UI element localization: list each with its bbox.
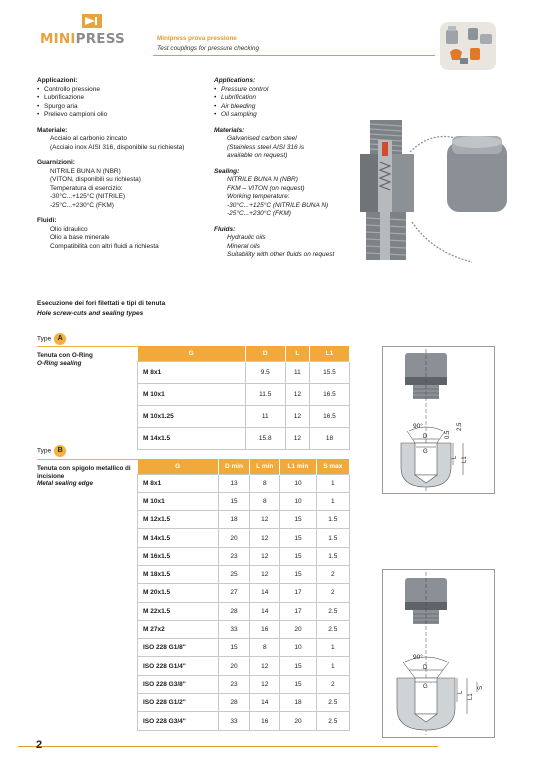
list-item: Hydraulic oils: [227, 234, 266, 241]
value-cell: 8: [250, 639, 280, 657]
thread-size-cell: M 10x1.25: [138, 405, 246, 427]
type-b-table: [137, 459, 350, 731]
column-header: G: [138, 346, 246, 361]
type-a-badge: A: [54, 333, 66, 345]
type-a-table: [137, 346, 350, 450]
value-cell: 2.5: [316, 602, 349, 620]
angle-label: 90°: [413, 654, 423, 661]
column-header: G: [138, 459, 219, 474]
list-item: Galvanised carbon steel: [227, 135, 297, 142]
value-cell: 20: [280, 620, 316, 638]
value-cell: 1.5: [316, 511, 349, 529]
page-number: 2: [36, 739, 43, 751]
value-cell: 11: [285, 361, 309, 383]
list-item: -25°C...+230°C (FKM): [227, 210, 291, 217]
column-header: L: [285, 346, 309, 361]
list-item: Temperatura di esercizio:: [50, 184, 123, 192]
value-cell: 17: [280, 584, 316, 602]
column-header: L1 min: [280, 459, 316, 474]
g-label: G: [423, 449, 428, 455]
value-cell: 1: [316, 657, 349, 675]
list-item: • Air bleeding: [214, 103, 364, 112]
thread-size-cell: ISO 228 G1/8": [138, 639, 219, 657]
value-cell: 23: [218, 547, 250, 565]
value-cell: 12: [250, 565, 280, 583]
value-cell: 15: [280, 565, 316, 583]
table-row: [138, 361, 350, 383]
column-header: S max: [316, 459, 349, 474]
table-row: [138, 620, 350, 638]
list-item: (Acciaio inox AISI 316, disponibile su richiesta): [50, 143, 185, 151]
italian-specs: [37, 77, 217, 258]
value-cell: 2: [316, 675, 349, 693]
table-row: [138, 474, 350, 492]
value-cell: 15: [280, 547, 316, 565]
list-item: • Lubrificazione: [37, 94, 217, 103]
thread-size-cell: M 14x1.5: [138, 427, 246, 449]
guarnizioni-heading: Guarnizioni:: [37, 159, 75, 166]
value-cell: 15.5: [309, 361, 349, 383]
page-title: Minipress prova pressione: [157, 35, 237, 42]
value-cell: 28: [218, 694, 250, 712]
thread-size-cell: M 14x1.5: [138, 529, 219, 547]
value-cell: 1: [316, 492, 349, 510]
brand-wordmark: MINIPRESS: [40, 31, 125, 47]
thread-size-cell: M 8x1: [138, 474, 219, 492]
fluids-heading: Fluids:: [214, 225, 236, 233]
table-row: [138, 584, 350, 602]
value-cell: 15: [280, 675, 316, 693]
value-cell: 20: [218, 657, 250, 675]
column-header: D: [245, 346, 285, 361]
list-item: • Pressure control: [214, 86, 364, 95]
d-label: D: [423, 665, 428, 671]
thread-size-cell: ISO 228 G3/4": [138, 712, 219, 730]
d-label: D: [423, 434, 428, 440]
list-item: • Controllo pressione: [37, 86, 217, 95]
value-cell: 15: [280, 657, 316, 675]
list-item: Compatibilità con altri fluidi a richiesta: [50, 242, 159, 250]
table-row: [138, 405, 350, 427]
value-cell: 12: [250, 657, 280, 675]
product-thumbnail: [440, 22, 496, 70]
materials-heading: Materials:: [214, 126, 245, 134]
type-b-title: Tenuta con spigolo metallico di incisione Metal sealing edge: [37, 465, 131, 487]
value-cell: 1: [316, 639, 349, 657]
minipress-logo: [40, 14, 140, 56]
value-cell: 11.5: [245, 383, 285, 405]
angle-label: 90°: [413, 423, 423, 430]
value-cell: 2: [316, 565, 349, 583]
list-item: • Prelievo campioni olio: [37, 111, 217, 120]
thread-size-cell: M 10x1: [138, 383, 246, 405]
list-item: • Lubrification: [214, 94, 364, 103]
page-subtitle: Test couplings for pressure checking: [157, 45, 259, 52]
list-item: (VITON, disponibili su richiesta): [50, 176, 141, 183]
list-item: • Spurgo aria: [37, 103, 217, 112]
table-row: [138, 712, 350, 730]
type-b-diagram: [382, 569, 495, 738]
table-row: [138, 602, 350, 620]
table-row: [138, 511, 350, 529]
type-a-label: Type A: [37, 333, 66, 345]
value-cell: 16.5: [309, 383, 349, 405]
value-cell: 16: [250, 712, 280, 730]
type-a-diagram: [382, 346, 495, 494]
sealing-heading: Sealing:: [214, 167, 240, 175]
list-item: Working temperature:: [227, 193, 290, 200]
g-label: G: [423, 684, 428, 690]
l1-label: L1: [468, 693, 474, 700]
list-item: -25°C...+230°C (FKM): [50, 201, 114, 209]
table-row: [138, 694, 350, 712]
thread-size-cell: ISO 228 G3/8": [138, 675, 219, 693]
value-cell: 25: [218, 565, 250, 583]
materiale-heading: Materiale:: [37, 126, 68, 134]
table-row: [138, 427, 350, 449]
list-item: Olio idraulico: [50, 225, 88, 233]
list-item: (Stainless steel AISI 316 is: [227, 143, 305, 151]
value-cell: 12: [285, 427, 309, 449]
table-row: [138, 529, 350, 547]
type-b-label: Type B: [37, 445, 66, 457]
value-cell: 33: [218, 712, 250, 730]
value-cell: 16.5: [309, 405, 349, 427]
value-cell: 23: [218, 675, 250, 693]
value-cell: 15.8: [245, 427, 285, 449]
value-cell: 15: [280, 511, 316, 529]
value-cell: 12: [250, 529, 280, 547]
footer-divider: [18, 746, 438, 747]
list-item: Olio a base minerale: [50, 234, 110, 241]
column-header: D min: [218, 459, 250, 474]
thread-size-cell: M 8x1: [138, 361, 246, 383]
value-cell: 2: [316, 584, 349, 602]
thread-size-cell: M 27x2: [138, 620, 219, 638]
dim-label: 0.5: [445, 430, 451, 439]
brand-flag-icon: [82, 14, 102, 28]
list-item: FKM – VITON (on request): [227, 184, 305, 192]
value-cell: 11: [245, 405, 285, 427]
value-cell: 10: [280, 639, 316, 657]
value-cell: 15: [218, 639, 250, 657]
value-cell: 14: [250, 694, 280, 712]
value-cell: 33: [218, 620, 250, 638]
list-item: Suitability with other fluids on request: [227, 251, 335, 258]
list-item: available on request): [227, 152, 288, 159]
thread-size-cell: M 20x1.5: [138, 584, 219, 602]
coupling-product-illustration: [352, 112, 512, 292]
thread-size-cell: ISO 228 G1/4": [138, 657, 219, 675]
list-item: -30°C...+125°C (NITRILE): [50, 193, 126, 200]
header-divider: [153, 55, 435, 56]
type-a-title: Tenuta con O-Ring O-Ring sealing: [37, 352, 93, 367]
thread-size-cell: M 18x1.5: [138, 565, 219, 583]
l-label: L: [458, 690, 464, 694]
table-row: [138, 565, 350, 583]
thread-size-cell: ISO 228 G1/2": [138, 694, 219, 712]
english-specs: [214, 77, 364, 267]
fluidi-heading: Fluidi:: [37, 217, 57, 224]
value-cell: 9.5: [245, 361, 285, 383]
value-cell: 1: [316, 474, 349, 492]
value-cell: 8: [250, 492, 280, 510]
value-cell: 2.5: [316, 694, 349, 712]
value-cell: 2.5: [316, 712, 349, 730]
list-item: Acciaio al carbonio zincato: [50, 135, 127, 142]
column-header: L1: [309, 346, 349, 361]
value-cell: 1.5: [316, 529, 349, 547]
list-item: • Oil sampling: [214, 111, 364, 120]
value-cell: 27: [218, 584, 250, 602]
type-b-badge: B: [54, 445, 66, 457]
table-row: [138, 492, 350, 510]
value-cell: 12: [250, 675, 280, 693]
value-cell: 12: [250, 547, 280, 565]
value-cell: 15: [280, 529, 316, 547]
thread-size-cell: M 22x1.5: [138, 602, 219, 620]
value-cell: 18: [280, 694, 316, 712]
execution-title: Esecuzione dei fori filettati e tipi di tenuta: [37, 300, 166, 307]
dim-label: 2.5: [457, 422, 463, 431]
thread-size-cell: M 12x1.5: [138, 511, 219, 529]
value-cell: 15: [218, 492, 250, 510]
value-cell: 2.5: [316, 620, 349, 638]
table-row: [138, 657, 350, 675]
applications-heading: Applications:: [214, 77, 256, 84]
value-cell: 14: [250, 602, 280, 620]
value-cell: 20: [280, 712, 316, 730]
value-cell: 10: [280, 474, 316, 492]
s-label: S: [478, 685, 484, 690]
value-cell: 18: [218, 511, 250, 529]
list-item: -30°C...+125°C (NITRILE BUNA N): [227, 201, 329, 209]
table-row: [138, 675, 350, 693]
value-cell: 10: [280, 492, 316, 510]
list-item: NITRILE BUNA N (NBR): [50, 167, 121, 175]
value-cell: 12: [285, 383, 309, 405]
execution-subtitle: Hole screw-cuts and sealing types: [37, 310, 144, 317]
value-cell: 28: [218, 602, 250, 620]
value-cell: 8: [250, 474, 280, 492]
list-item: Mineral oils: [227, 242, 260, 250]
l-label: L: [452, 455, 458, 459]
column-header: L min: [250, 459, 280, 474]
table-row: [138, 639, 350, 657]
applicazioni-heading: Applicazioni:: [37, 77, 78, 84]
list-item: NITRILE BUNA N (NBR): [227, 176, 298, 183]
table-row: [138, 547, 350, 565]
value-cell: 14: [250, 584, 280, 602]
table-row: [138, 383, 350, 405]
value-cell: 18: [309, 427, 349, 449]
value-cell: 13: [218, 474, 250, 492]
value-cell: 12: [285, 405, 309, 427]
l1-label: L1: [462, 456, 468, 463]
value-cell: 1.5: [316, 547, 349, 565]
value-cell: 17: [280, 602, 316, 620]
value-cell: 12: [250, 511, 280, 529]
value-cell: 20: [218, 529, 250, 547]
thread-size-cell: M 16x1.5: [138, 547, 219, 565]
value-cell: 16: [250, 620, 280, 638]
thread-size-cell: M 10x1: [138, 492, 219, 510]
